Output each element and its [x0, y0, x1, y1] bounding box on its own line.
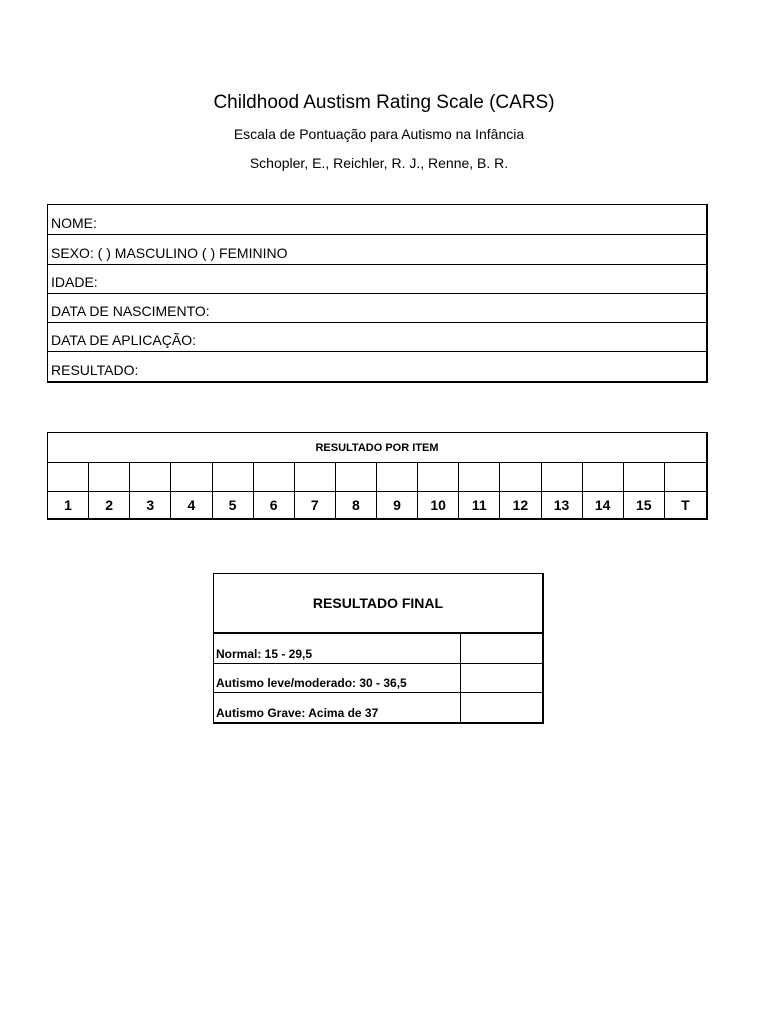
item-label-cell: 8: [336, 492, 377, 518]
item-score-cell[interactable]: [89, 463, 130, 492]
final-row-severe: [214, 692, 542, 722]
item-results-table: [47, 432, 708, 520]
item-score-cell[interactable]: [542, 463, 583, 492]
id-row-birth-date[interactable]: DATA DE NASCIMENTO:: [48, 293, 706, 322]
item-label-cell: T: [681, 497, 690, 513]
item-label-cell: 1: [48, 492, 89, 518]
item-score-cell[interactable]: [624, 463, 665, 492]
item-score-cell[interactable]: [500, 463, 541, 492]
page-subtitle: Escala de Pontuação para Autismo na Infância: [233, 126, 525, 142]
item-score-cell[interactable]: [254, 463, 295, 492]
final-row-label: Normal: 15 - 29,5: [214, 634, 461, 663]
final-row-label: Autismo Grave: Acima de 37: [214, 693, 461, 722]
item-score-row: [48, 463, 706, 492]
item-label-cell: 2: [89, 492, 130, 518]
item-label-cell: 6: [254, 492, 295, 518]
item-score-cell[interactable]: [48, 463, 89, 492]
id-row-name[interactable]: NOME:: [51, 215, 97, 232]
id-row-sex[interactable]: SEXO: ( ) MASCULINO ( ) FEMININO: [48, 234, 706, 263]
item-label-cell: 9: [377, 492, 418, 518]
page-title: Childhood Austism Rating Scale (CARS): [213, 92, 555, 113]
item-score-cell[interactable]: [336, 463, 377, 492]
item-score-cell[interactable]: [295, 463, 336, 492]
item-score-cell[interactable]: [418, 463, 459, 492]
item-score-cell[interactable]: [213, 463, 254, 492]
item-label-cell: 7: [295, 492, 336, 518]
id-row-application-date[interactable]: DATA DE APLICAÇÃO:: [48, 322, 706, 351]
item-label-cell: 15: [624, 492, 665, 518]
item-score-cell[interactable]: [377, 463, 418, 492]
item-label-cell: 3: [130, 492, 171, 518]
final-result-header: RESULTADO FINAL: [214, 574, 542, 633]
item-score-cell[interactable]: [665, 463, 706, 492]
id-row-age[interactable]: IDADE:: [48, 264, 706, 293]
final-row-normal: [214, 633, 542, 663]
item-label-cell: 11: [459, 492, 500, 518]
item-score-cell[interactable]: [459, 463, 500, 492]
item-score-cell[interactable]: [171, 463, 212, 492]
final-row-checkbox[interactable]: [461, 634, 542, 663]
identification-table: [47, 204, 708, 383]
item-label-cell: 12: [500, 492, 541, 518]
item-score-cell[interactable]: [583, 463, 624, 492]
final-row-checkbox[interactable]: [461, 664, 542, 693]
final-row-checkbox[interactable]: [461, 693, 542, 722]
final-row-label: Autismo leve/moderado: 30 - 36,5: [214, 664, 461, 693]
item-label-cell: 5: [213, 492, 254, 518]
item-label-row: [48, 492, 706, 518]
item-label-cell: 10: [418, 492, 459, 518]
final-row-mild-moderate: [214, 663, 542, 693]
final-result-table: [213, 573, 544, 724]
item-label-cell: 4: [171, 492, 212, 518]
id-row-result[interactable]: RESULTADO:: [48, 351, 706, 380]
item-results-header: RESULTADO POR ITEM: [48, 433, 706, 463]
item-label-cell: 13: [542, 492, 583, 518]
authors-line: Schopler, E., Reichler, R. J., Renne, B. R.: [249, 155, 509, 171]
item-score-cell[interactable]: [130, 463, 171, 492]
item-label-cell: 14: [583, 492, 624, 518]
